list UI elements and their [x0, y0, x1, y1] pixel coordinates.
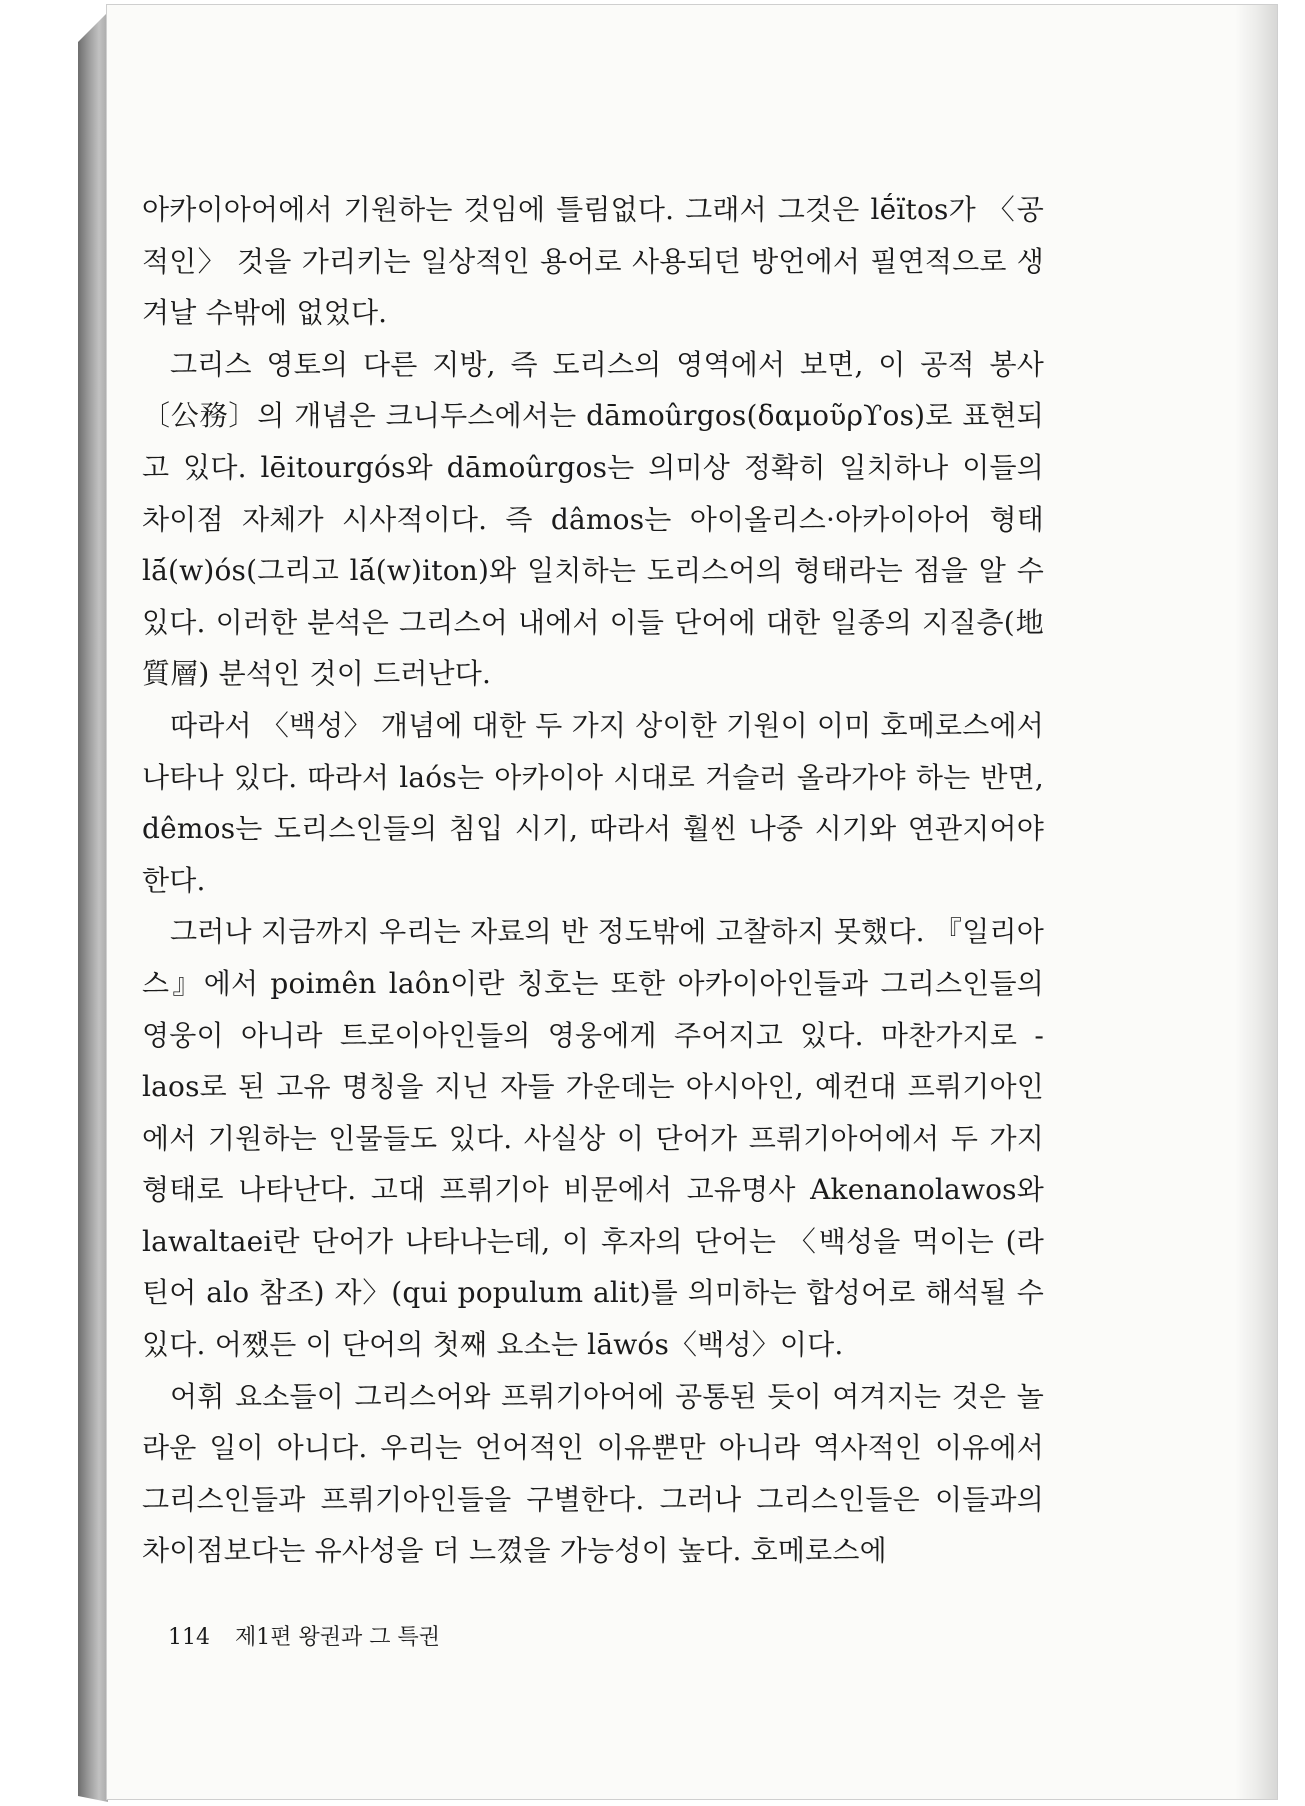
- paragraph: 따라서 〈백성〉 개념에 대한 두 가지 상이한 기원이 이미 호메로스에서 나타나 있다. 따라서 laós는 아카이아 시대로 거슬러 올라가야 하는 반면, dêmos는 도리스인들의 침입 시기, 따라서 훨씬 나중 시기와 연관지어야 한다.: [142, 708, 1045, 897]
- paragraph: 그러나 지금까지 우리는 자료의 반 정도밖에 고찰하지 못했다. 『일리아스』에서 poimên laôn이란 칭호는 또한 아카이아인들과 그리스인들의 영웅이 아니라 트로이아인들의 영웅에게 주어지고 있다. 마찬가지로 -laos로 된 고유 명칭을 지닌 자들 가운데는 아시아인, 예컨대 프뤼기아인에서 기원하는 인물들도 있다. 사실상 이 단어가 프뤼기아어에서 두 가지 형태로 나타난다. 고대 프뤼기아 비문에서 고유명사 Akenanolawos와 lawaltaei란 단어가 나타나는데, 이 후자의 단어는 〈백성을 먹이는 (라틴어 alo 참조) 자〉(qui populum alit)를 의미하는 합성어로 해석될 수 있다. 어쨌든 이 단어의 첫째 요소는 lāwós〈백성〉이다.: [142, 915, 1044, 1362]
- paragraph: 어휘 요소들이 그리스어와 프뤼기아어에 공통된 듯이 여겨지는 것은 놀라운 일이 아니다. 우리는 언어적인 이유뿐만 아니라 역사적인 이유에서 그리스인들과 프뤼기아인들을 구별한다. 그러나 그리스인들은 이들과의 차이점보다는 유사성을 더 느꼈을 가능성이 높다. 호메로스에: [142, 1379, 1044, 1568]
- running-title: 제1편 왕권과 그 특권: [235, 1625, 440, 1650]
- paragraph: 아카이아어에서 기원하는 것임에 틀림없다. 그래서 그것은 lḗïtos가 〈공적인〉 것을 가리키는 일상적인 용어로 사용되던 방언에서 필연적으로 생겨날 수밖에 없었다.: [142, 193, 1044, 330]
- page-body: [142, 184, 1044, 1577]
- page-number: 114: [168, 1625, 210, 1650]
- book-spine: [78, 12, 108, 1802]
- page-edge-shadow: [1235, 5, 1277, 1799]
- paragraph: 그리스 영토의 다른 지방, 즉 도리스의 영역에서 보면, 이 공적 봉사〔公務〕의 개념은 크니두스에서는 dāmoûrgos(δαμοῦρϒos)로 표현되고 있다. lēitourgós와 dāmoûrgos는 의미상 정확히 일치하나 이들의 차이점 자체가 시사적이다. 즉 dâmos는 아이올리스·아카이아어 형태 lā́(w)ós(그리고 lā́(w)iton)와 일치하는 도리스어의 형태라는 점을 알 수 있다. 이러한 분석은 그리스어 내에서 이들 단어에 대한 일종의 지질층(地質層) 분석인 것이 드러난다.: [142, 347, 1044, 691]
- page-footer: [168, 1620, 440, 1651]
